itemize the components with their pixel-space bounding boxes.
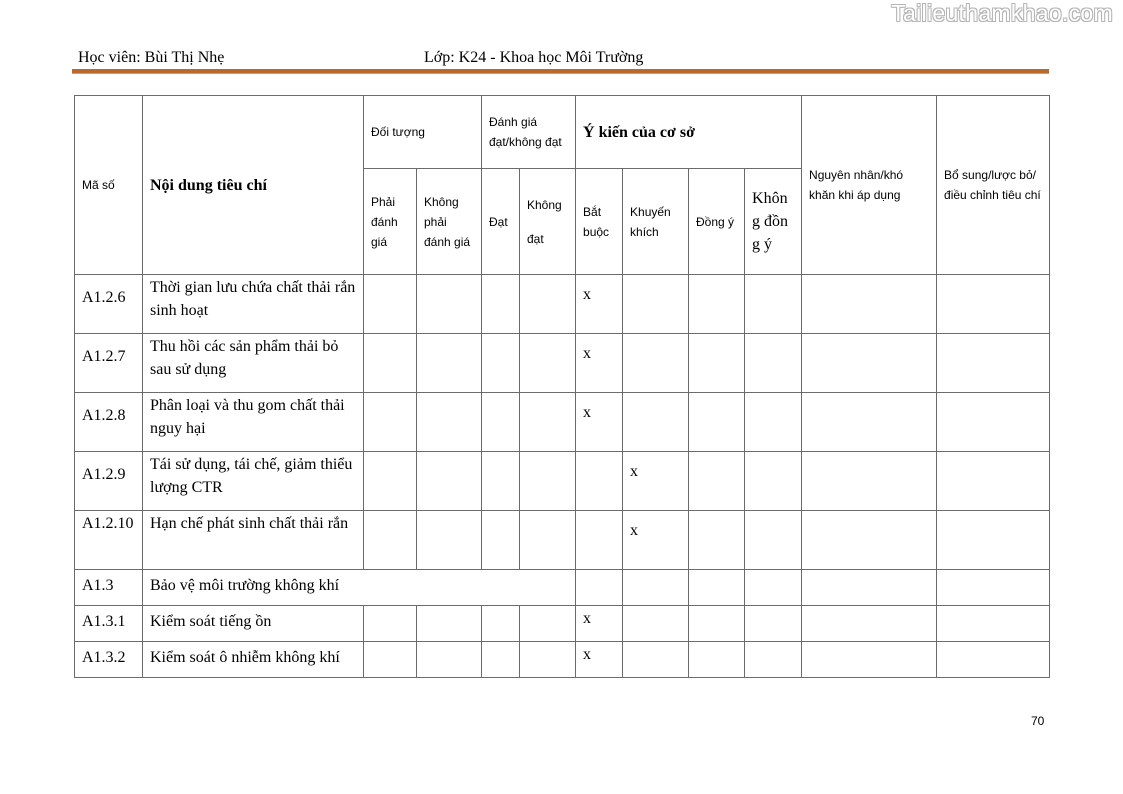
row-encouraged-mark — [623, 334, 689, 393]
row-encouraged-mark — [623, 393, 689, 452]
row-content: Thời gian lưu chứa chất thải rắn sinh hoạt — [143, 275, 364, 334]
header-reason: Nguyên nhân/khó khăn khi áp dụng — [802, 96, 937, 275]
row-code: A1.3.2 — [75, 642, 143, 678]
header-supplement: Bổ sung/lược bỏ/điều chỉnh tiêu chí — [937, 96, 1050, 275]
header-agree: Đồng ý — [689, 169, 745, 275]
table-row — [75, 393, 1050, 452]
header-evaluation: Đánh giá đạt/không đạt — [482, 96, 576, 169]
table-row — [75, 606, 1050, 642]
row-content: Phân loại và thu gom chất thải nguy hại — [143, 393, 364, 452]
row-content: Kiểm soát tiếng ồn — [143, 606, 364, 642]
row-code: A1.2.9 — [75, 452, 143, 511]
header-disagree: Không đồng ý — [745, 169, 802, 275]
header-code: Mã số — [75, 96, 143, 275]
header-must-evaluate: Phải đánh giá — [364, 169, 417, 275]
row-mandatory-mark: x — [576, 606, 623, 642]
row-code: A1.2.6 — [75, 275, 143, 334]
table-row — [75, 334, 1050, 393]
header-subject: Đối tượng — [364, 96, 482, 169]
row-mandatory-mark: x — [576, 642, 623, 678]
header-divider — [72, 69, 1049, 74]
row-content: Thu hồi các sản phẩm thải bỏ sau sử dụng — [143, 334, 364, 393]
row-encouraged-mark: x — [623, 452, 689, 511]
header-pass: Đạt — [482, 169, 520, 275]
row-mandatory-mark: x — [576, 334, 623, 393]
header-student: Học viên: Bùi Thị Nhẹ — [78, 49, 225, 66]
section-code: A1.3 — [75, 570, 143, 606]
row-code: A1.3.1 — [75, 606, 143, 642]
table-row — [75, 642, 1050, 678]
row-mandatory-mark — [576, 511, 623, 570]
row-code: A1.2.8 — [75, 393, 143, 452]
row-encouraged-mark — [623, 275, 689, 334]
header-fail: Không đạt — [520, 169, 576, 275]
criteria-table — [74, 95, 1050, 678]
row-mandatory-mark — [576, 452, 623, 511]
row-content: Tái sử dụng, tái chế, giảm thiểu lượng CTR — [143, 452, 364, 511]
row-code: A1.2.10 — [75, 511, 143, 570]
page-number: 70 — [1031, 714, 1045, 728]
section-title: Bảo vệ môi trường không khí — [143, 570, 576, 606]
header-content: Nội dung tiêu chí — [143, 96, 364, 275]
header-class: Lớp: K24 - Khoa học Môi Trường — [424, 49, 644, 66]
table-row — [75, 511, 1050, 570]
header-encouraged: Khuyến khích — [623, 169, 689, 275]
header-not-evaluate: Không phải đánh giá — [417, 169, 482, 275]
header-opinion: Ý kiến của cơ sở — [576, 96, 802, 169]
row-content: Hạn chế phát sinh chất thải rắn — [143, 511, 364, 570]
table-row — [75, 452, 1050, 511]
row-mandatory-mark: x — [576, 275, 623, 334]
row-content: Kiểm soát ô nhiễm không khí — [143, 642, 364, 678]
table-header-row-1 — [75, 96, 1050, 169]
row-code: A1.2.7 — [75, 334, 143, 393]
row-encouraged-mark: x — [623, 511, 689, 570]
table-section-row — [75, 570, 1050, 606]
watermark-text: Tailieuthamkhao.com — [891, 0, 1113, 26]
row-encouraged-mark — [623, 606, 689, 642]
row-encouraged-mark — [623, 642, 689, 678]
row-mandatory-mark: x — [576, 393, 623, 452]
table-row — [75, 275, 1050, 334]
header-mandatory: Bắt buộc — [576, 169, 623, 275]
